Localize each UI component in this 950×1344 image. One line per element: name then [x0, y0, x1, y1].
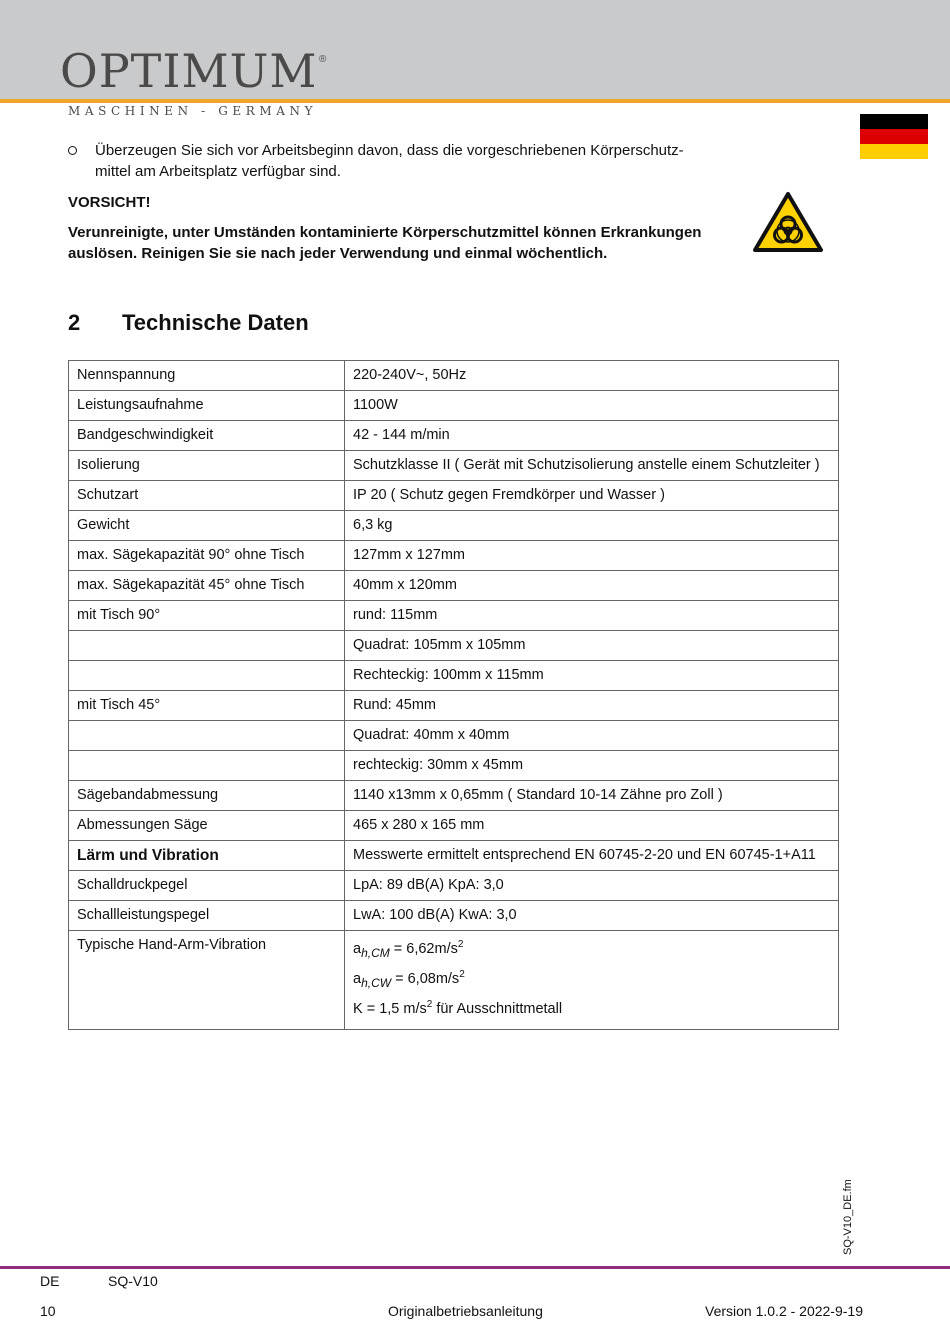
row-label	[69, 631, 345, 661]
row-label: max. Sägekapazität 45° ohne Tisch	[69, 571, 345, 601]
row-value: 1140 x13mm x 0,65mm ( Standard 10-14 Zähne pro Zoll )	[345, 781, 839, 811]
table-row	[69, 661, 839, 691]
row-value: Quadrat: 40mm x 40mm	[345, 721, 839, 751]
brand-logo: OPTIMUM	[60, 44, 318, 98]
row-label: Schallleistungspegel	[69, 901, 345, 931]
row-value: rund: 115mm	[345, 601, 839, 631]
document-version: Version 1.0.2 - 2022-9-19	[705, 1303, 863, 1319]
table-row	[69, 811, 839, 841]
table-row	[69, 871, 839, 901]
brand-subtitle: MASCHINEN - GERMANY	[68, 104, 318, 118]
vibration-values	[345, 931, 839, 1030]
technical-data-table	[68, 360, 839, 1030]
table-row	[69, 541, 839, 571]
section-title: Technische Daten	[122, 310, 309, 335]
table-row	[69, 721, 839, 751]
row-value: LwA: 100 dB(A) KwA: 3,0	[345, 901, 839, 931]
row-value: rechteckig: 30mm x 45mm	[345, 751, 839, 781]
german-flag-icon	[860, 114, 928, 159]
vibration-line-k: K = 1,5 $m/s^2$ für Ausschnittmetall	[353, 999, 563, 1017]
row-label: Lärm und Vibration	[69, 841, 345, 871]
table-row	[69, 901, 839, 931]
row-value: Schutzklasse II ( Gerät mit Schutzisolierung anstelle einem Schutzleiter )	[345, 451, 839, 481]
row-label	[69, 721, 345, 751]
row-label: mit Tisch 45°	[69, 691, 345, 721]
biohazard-warning-icon	[752, 190, 824, 254]
table-row	[69, 451, 839, 481]
row-value: IP 20 ( Schutz gegen Fremdkörper und Wasser )	[345, 481, 839, 511]
footer-accent-line	[0, 1266, 950, 1269]
table-row	[69, 781, 839, 811]
row-label: Nennspannung	[69, 361, 345, 391]
row-value: 40mm x 120mm	[345, 571, 839, 601]
row-label: Bandgeschwindigkeit	[69, 421, 345, 451]
table-row	[69, 841, 839, 871]
footer-model: SQ-V10	[108, 1273, 158, 1289]
table-row	[69, 421, 839, 451]
table-row	[69, 601, 839, 631]
row-label	[69, 751, 345, 781]
row-label: Schalldruckpegel	[69, 871, 345, 901]
page-number: 10	[40, 1303, 56, 1319]
row-label	[69, 661, 345, 691]
row-value: Rechteckig: 100mm x 115mm	[345, 661, 839, 691]
registered-mark: ®	[319, 54, 327, 65]
row-value: 42 - 144 m/min	[345, 421, 839, 451]
row-label: Gewicht	[69, 511, 345, 541]
row-value: LpA: 89 dB(A) KpA: 3,0	[345, 871, 839, 901]
table-row	[69, 691, 839, 721]
table-row	[69, 571, 839, 601]
vibration-line-cw: $a_{h,CW} = 6,08m/s^2$	[353, 969, 465, 990]
bullet-item	[68, 140, 748, 182]
file-name-label: SQ-V10_DE.fm	[842, 1179, 854, 1255]
row-label: mit Tisch 90°	[69, 601, 345, 631]
table-row	[69, 511, 839, 541]
table-row	[69, 361, 839, 391]
row-label: max. Sägekapazität 90° ohne Tisch	[69, 541, 345, 571]
caution-title: VORSICHT!	[68, 194, 151, 211]
header-accent-line	[0, 99, 950, 103]
table-row	[69, 931, 839, 1030]
row-value: 6,3 kg	[345, 511, 839, 541]
table-row	[69, 391, 839, 421]
footer-language: DE	[40, 1273, 60, 1289]
row-label: Schutzart	[69, 481, 345, 511]
row-label: Leistungsaufnahme	[69, 391, 345, 421]
document-title: Originalbetriebsanleitung	[388, 1303, 543, 1319]
row-value: Rund: 45mm	[345, 691, 839, 721]
caution-text: Verunreinigte, unter Umständen kontaminierte Körperschutzmittel können Erkrankungen auslösen. Reinigen Sie sie nach jeder Verwendung und einmal wöchentlich.	[68, 224, 702, 262]
row-label: Abmessungen Säge	[69, 811, 345, 841]
row-label: Isolierung	[69, 451, 345, 481]
table-row	[69, 751, 839, 781]
section-number: 2	[68, 310, 81, 335]
row-value: 127mm x 127mm	[345, 541, 839, 571]
vibration-line-cm: $a_{h,CM} = 6,62m/s^2$	[353, 939, 464, 960]
row-value: 465 x 280 x 165 mm	[345, 811, 839, 841]
bullet-text: Überzeugen Sie sich vor Arbeitsbeginn davon, dass die vorgeschriebenen Körperschutz- mittel am Arbeitsplatz verfügbar sind.	[95, 142, 684, 180]
section-heading	[68, 310, 309, 336]
vibration-label: Typische Hand-Arm-Vibration	[69, 931, 345, 1030]
row-label: Sägebandabmessung	[69, 781, 345, 811]
row-value: 220-240V~, 50Hz	[345, 361, 839, 391]
table-row	[69, 631, 839, 661]
row-value: Messwerte ermittelt entsprechend EN 60745-2-20 und EN 60745-1+A11	[345, 841, 839, 871]
row-value: 1100W	[345, 391, 839, 421]
row-value: Quadrat: 105mm x 105mm	[345, 631, 839, 661]
bullet-circle-icon	[68, 146, 77, 155]
table-row	[69, 481, 839, 511]
